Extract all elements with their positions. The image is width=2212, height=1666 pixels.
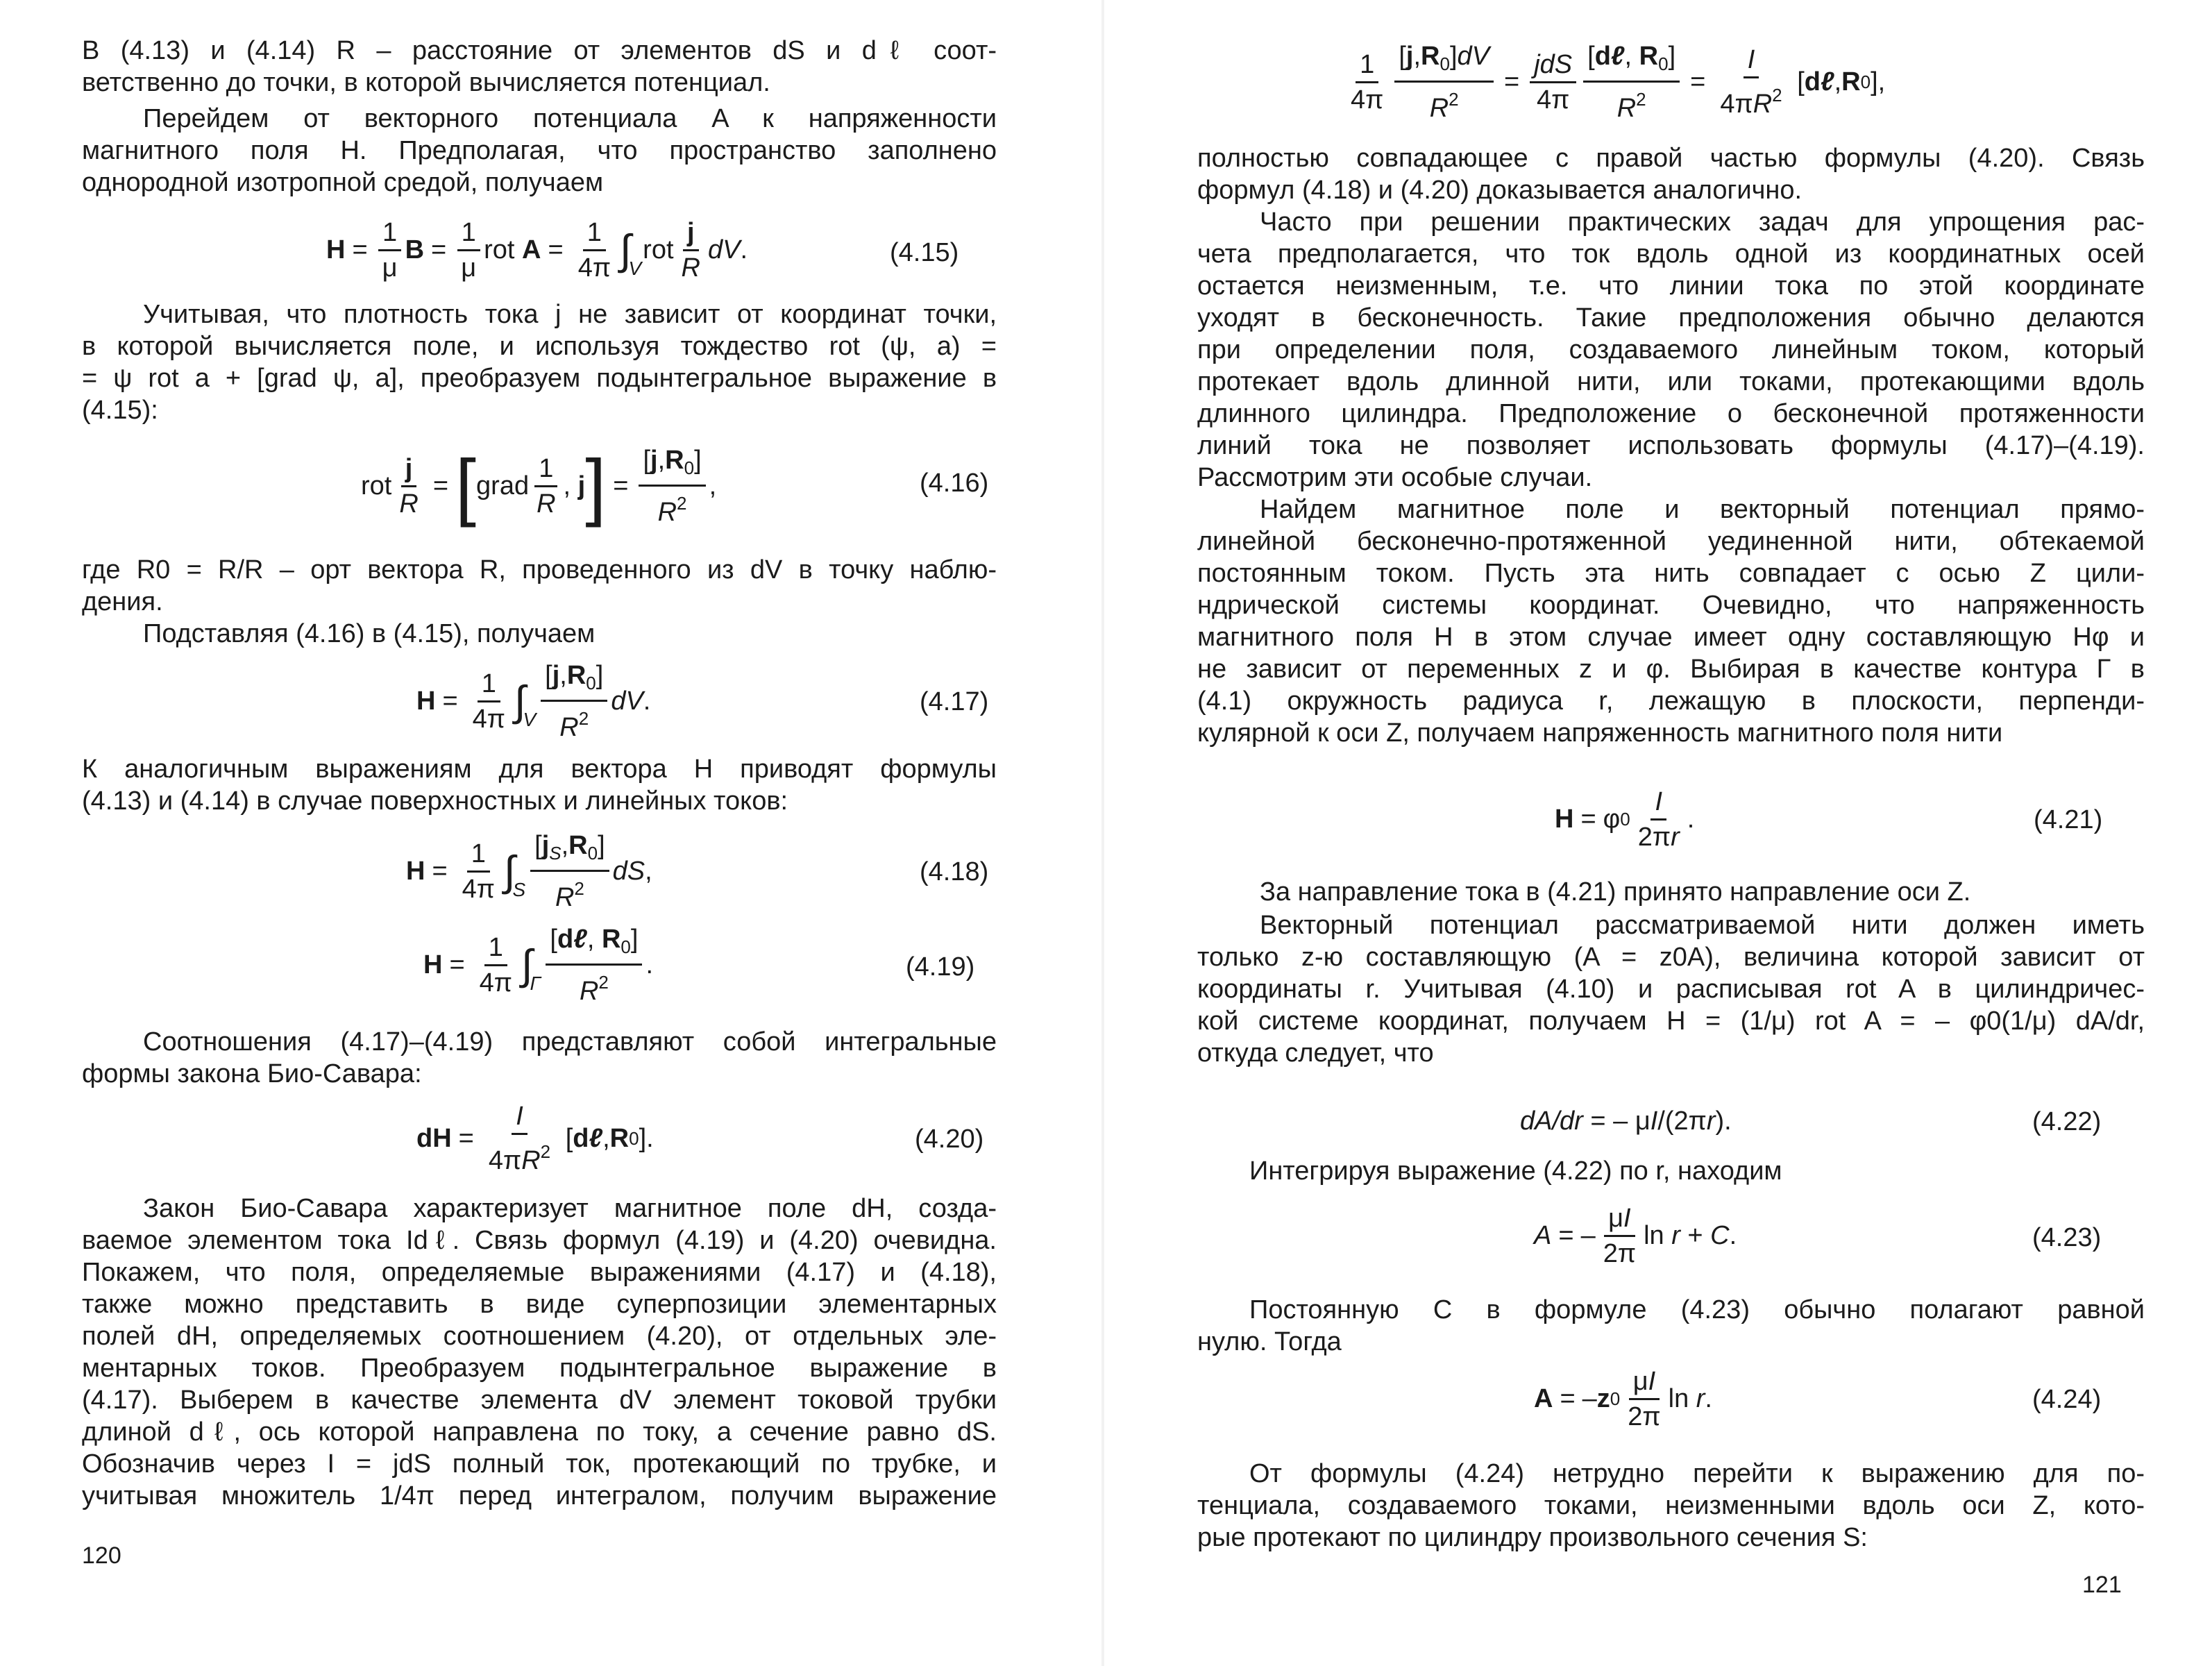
left-p1-line2: ветственно до точки, в которой вычисляется потенциал. — [82, 68, 770, 97]
left-p6-line2: (4.13) и (4.14) в случае поверхностных и линейных токов: — [82, 786, 788, 816]
left-p5-line1: Подставляя (4.16) в (4.15), получаем — [143, 619, 596, 648]
eqnum-4-16: (4.16) — [920, 469, 989, 498]
left-page — [0, 0, 1104, 1666]
right-p3-line8: кулярной к оси Z, получаем напряженность магнитного поля нити — [1197, 718, 2003, 748]
right-p1-line1: полностью совпадающее с правой частью формулы (4.20). Связь — [1197, 144, 2145, 173]
right-p5-line2: только z-ю составляющую (A = z0A), величина которой зависит от — [1197, 943, 2145, 972]
left-p8-line8: длиной dℓ, ось которой направлена по току, а сечение равно dS. — [82, 1417, 997, 1447]
eqnum-4-17: (4.17) — [920, 687, 989, 716]
equation-4-21: H = φ 0 $\frac{I}{2\pi r}$ . — [1555, 786, 1695, 852]
equation-4-24: A = – z 0 $\frac{\mu I}{2\pi}$ ln r . — [1534, 1366, 1712, 1431]
right-p5-line1: Векторный потенциал рассматриваемой нити должен иметь — [1260, 911, 2145, 940]
eqnum-4-20: (4.20) — [915, 1125, 984, 1154]
right-p2-line5: при определении поля, создаваемого линейным током, который — [1197, 335, 2145, 364]
right-p7-line2: нулю. Тогда — [1197, 1327, 1342, 1356]
right-p3-line2: линейной бесконечно-протяженной уединенной нити, обтекаемой — [1197, 527, 2145, 556]
left-p8-line9: Обозначив через I = jdS полный ток, протекающий по трубке, и — [82, 1449, 997, 1479]
left-p8-line5: полей dH, определяемых соотношением (4.20), от отдельных эле- — [82, 1322, 997, 1351]
right-p4-line1: За направление тока в (4.21) принято направление оси Z. — [1260, 877, 1971, 907]
left-p8-line1: Закон Био-Савара характеризует магнитное поле dH, созда- — [143, 1194, 997, 1223]
left-p8-line10: учитывая множитель 1/4π перед интегралом, получим выражение — [82, 1481, 997, 1511]
right-p2-line7: длинного цилиндра. Предположение о бесконечной протяженности — [1197, 399, 2145, 428]
left-p8-line6: ментарных токов. Преобразуем подынтегральное выражение в — [82, 1354, 997, 1383]
left-p7-line2: формы закона Био-Савара: — [82, 1059, 422, 1088]
right-p2-line6: протекает вдоль длинной нити, или токами, протекающими вдоль — [1197, 367, 2145, 396]
right-p3-line1: Найдем магнитное поле и векторный потенциал прямо- — [1260, 495, 2145, 524]
eqnum-4-18: (4.18) — [920, 857, 989, 886]
eqnum-4-23: (4.23) — [2032, 1223, 2102, 1252]
right-p8-line1: От формулы (4.24) нетрудно перейти к выражению для по- — [1249, 1459, 2145, 1488]
left-p6-line1: К аналогичным выражениям для вектора H приводят формулы — [82, 755, 997, 784]
left-p4-line1: где R0 = R/R – орт вектора R, проведенного из dV в точку наблю- — [82, 555, 997, 584]
equation-4-18: H = $\frac{1}{4\pi}$ ∫ S $\frac{[j_S,R_0]}{R^2}$ dS , — [406, 830, 652, 912]
right-p3-line3: постоянным током. Пусть эта нить совпадает с осью Z цили- — [1197, 559, 2145, 588]
right-p3-line4: ндрической системы координат. Очевидно, что напряженность — [1197, 591, 2145, 620]
left-p3-line3: = ψ rot a + [grad ψ, a], преобразуем подынтегральное выражение в — [82, 364, 997, 393]
left-p3-line1: Учитывая, что плотность тока j не зависит от координат точки, — [143, 300, 997, 329]
equation-4-17: H = $\frac{1}{4\pi}$ ∫ V $\frac{[j,R_0]}{R^2}$ dV . — [416, 660, 651, 742]
left-p8-line3: Покажем, что поля, определяемые выражениями (4.17) и (4.18), — [82, 1258, 997, 1287]
left-p3-line2: в которой вычисляется поле, и используя тождество rot (ψ, a) = — [82, 332, 997, 361]
equation-4-15: H = $\frac{1}{\mu}$ B = $\frac{1}{\mu}$ rot A = $\frac{1}{4\pi}$ ∫ V rot $\frac{j}{R}$ dV . — [326, 217, 748, 283]
left-p8-line2: ваемое элементом тока Idℓ. Связь формул (4.19) и (4.20) очевидна. — [82, 1226, 997, 1255]
right-p3-line5: магнитного поля H в этом случае имеет одну составляющую Hφ и — [1197, 623, 2145, 652]
right-p6-line1: Интегрируя выражение (4.22) по r, находим — [1249, 1156, 1782, 1186]
eqnum-4-19: (4.19) — [906, 952, 975, 982]
right-p2-line3: остается неизменным, т.е. что линии тока по этой координате — [1197, 271, 2145, 301]
right-page — [1104, 0, 2212, 1666]
right-p5-line4: кой системе координат, получаем H = (1/μ) rot A = – φ0(1/μ) dA/dr, — [1197, 1007, 2145, 1036]
right-p2-line8: линий тока не позволяет использовать формулы (4.17)–(4.19). — [1197, 431, 2145, 460]
right-p5-line5: откуда следует, что — [1197, 1038, 1434, 1068]
eqnum-4-24: (4.24) — [2032, 1385, 2102, 1414]
left-p8-line7: (4.17). Выберем в качестве элемента dV элемент токовой трубки — [82, 1386, 997, 1415]
equation-biot-savart-transform: $\frac{1}{4\pi}$ $\frac{[j,R_0]dV}{R^2}$ = $\frac{\text{jdS}}{4\pi}$ $\frac{[d\ell, R_0]}{R^2}$ = $\frac{I}{4\pi R^2}$ [ dℓ , R 0 ], — [1351, 41, 1886, 123]
right-p2-line1: Часто при решении практических задач для упрощения рас- — [1260, 208, 2145, 237]
left-p7-line1: Соотношения (4.17)–(4.19) представляют собой интегральные — [143, 1027, 997, 1057]
right-p1-line2: формул (4.18) и (4.20) доказывается аналогично. — [1197, 176, 1802, 205]
right-p3-line7: (4.1) окружность радиуса r, лежащую в плоскости, перпенди- — [1197, 687, 2145, 716]
equation-4-22: dA/dr = – μ I /(2π r ). — [1520, 1106, 1732, 1136]
left-p2-line1: Перейдем от векторного потенциала A к напряженности — [143, 104, 997, 133]
left-p2-line2: магнитного поля H. Предполагая, что пространство заполнено — [82, 136, 997, 165]
right-p7-line1: Постоянную C в формуле (4.23) обычно полагают равной — [1249, 1295, 2145, 1324]
equation-4-23: A = – $\frac{\mu I}{2\pi}$ ln r + C . — [1534, 1203, 1737, 1268]
right-p8-line2: тенциала, создаваемого токами, неизменными вдоль оси Z, кото- — [1197, 1491, 2145, 1520]
right-p2-line4: уходят в бесконечность. Такие предположения обычно делаются — [1197, 303, 2145, 333]
eqnum-4-21: (4.21) — [2034, 805, 2103, 834]
page-number-right: 121 — [2082, 1572, 2122, 1598]
eqnum-4-15: (4.15) — [890, 238, 959, 267]
equation-4-20: dH = $\frac{I}{4\pi R^2}$ [ dℓ , R 0 ]. — [416, 1102, 654, 1175]
right-p3-line6: не зависит от переменных z и φ. Выбирая в качестве контура Γ в — [1197, 655, 2145, 684]
equation-4-16: rot $\frac{j}{R}$ = [ grad $\frac{1}{R}$ , j ] = $\frac{[j,R_0]}{R^2}$ , — [361, 444, 717, 528]
right-p2-line2: чета предполагается, что ток вдоль одной из координатных осей — [1197, 239, 2145, 269]
eqnum-4-22: (4.22) — [2032, 1107, 2102, 1136]
right-p8-line3: рые протекают по цилиндру произвольного сечения S: — [1197, 1523, 1868, 1552]
right-p5-line3: координаты r. Учитывая (4.10) и расписывая rot A в цилиндричес- — [1197, 975, 2145, 1004]
page-number-left: 120 — [82, 1542, 121, 1569]
equation-4-19: H = $\frac{1}{4\pi}$ ∫ Γ $\frac{[d\ell, R_0]}{R^2}$ . — [423, 924, 653, 1006]
left-p1-line1: В (4.13) и (4.14) R – расстояние от элементов dS и dℓ соот- — [82, 36, 997, 65]
left-p8-line4: также можно представить в виде суперпозиции элементарных — [82, 1290, 997, 1319]
right-p2-line9: Рассмотрим эти особые случаи. — [1197, 463, 1593, 492]
left-p2-line3: однородной изотропной средой, получаем — [82, 168, 604, 197]
left-p4-line2: дения. — [82, 587, 163, 616]
left-p3-line4: (4.15): — [82, 396, 158, 425]
